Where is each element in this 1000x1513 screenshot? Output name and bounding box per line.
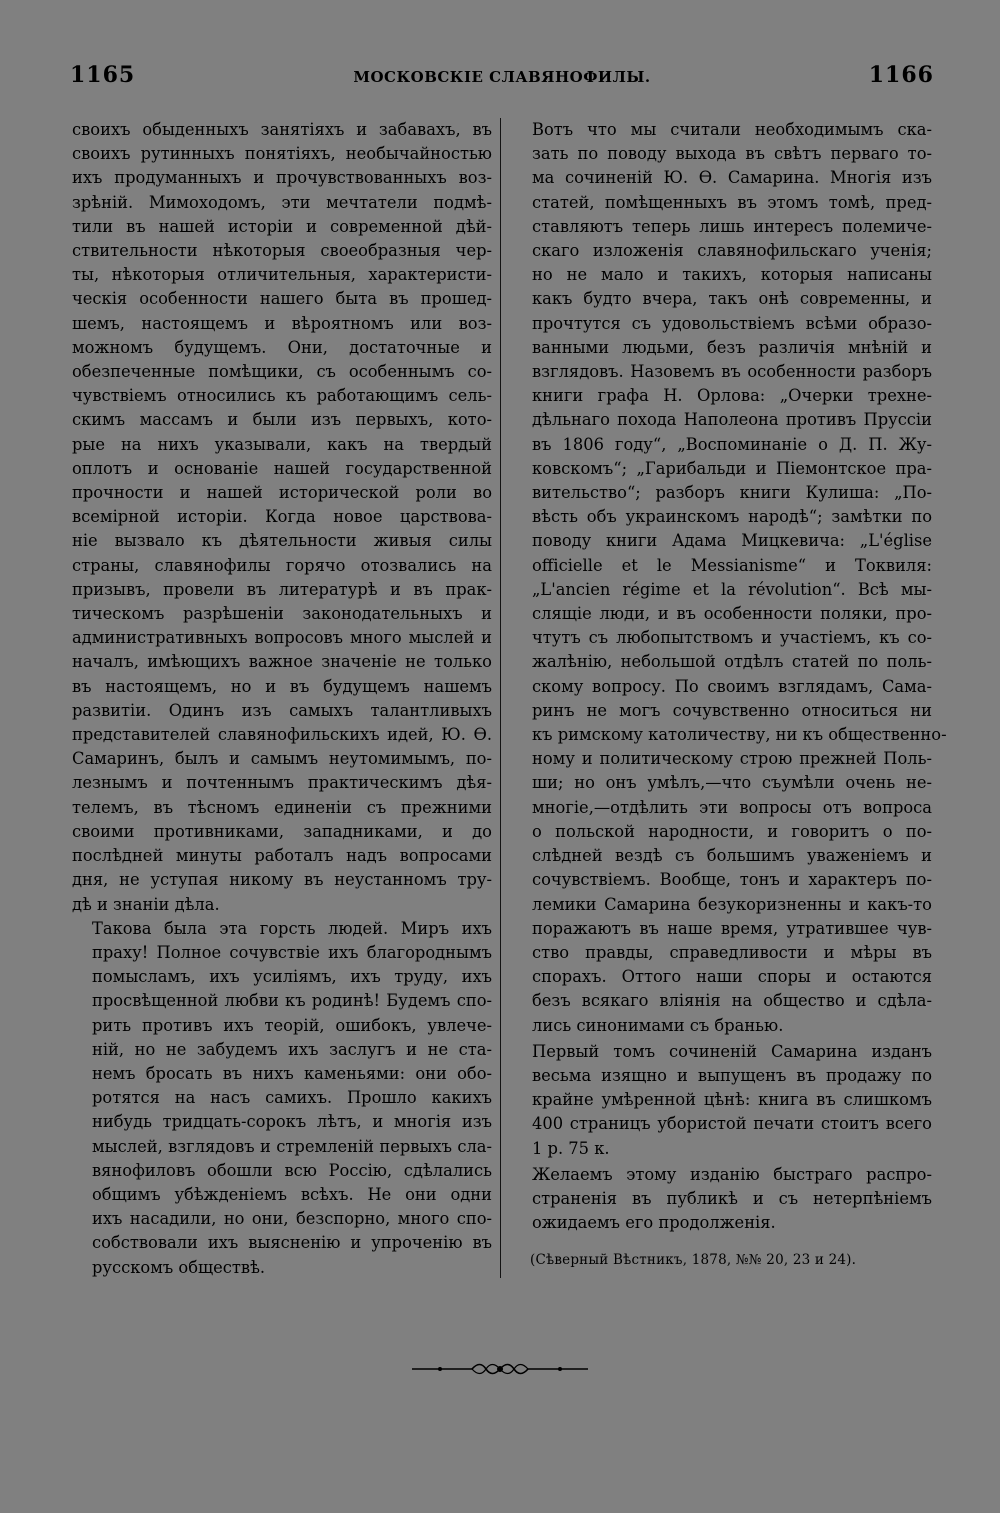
page-number-left: 1165 — [70, 62, 136, 88]
text-line: сочувствіемъ. Вообще, тонъ и характеръ по- — [532, 870, 932, 890]
text-line: скимъ массамъ и были изъ первыхъ, кото- — [72, 410, 492, 430]
text-line: лемики Самарина безукоризненны и какъ-то — [532, 894, 932, 914]
text-line: статей, помѣщенныхъ въ этомъ томѣ, пред- — [532, 192, 932, 212]
text-line: ванными людьми, безъ различія мнѣній и — [532, 337, 932, 357]
text-line: ожидаемъ его продолженія. — [532, 1213, 776, 1233]
text-line: можномъ будущемъ. Они, достаточные и — [72, 337, 492, 357]
left-column — [72, 118, 492, 1280]
text-line: весьма изящно и выпущенъ въ продажу по — [532, 1065, 932, 1085]
text-line: своихъ рутинныхъ понятіяхъ, необычайностью — [72, 144, 492, 164]
text-line: началъ, имѣющихъ важное значеніе не только — [72, 652, 492, 672]
text-line: развитіи. Одинъ изъ самыхъ талантливыхъ — [72, 700, 492, 720]
text-line: ческія особенности нашего быта въ прошед- — [72, 289, 492, 309]
right-paragraph-1 — [512, 118, 947, 1038]
page-number-right: 1166 — [868, 62, 934, 88]
text-line: рые на нихъ указывали, какъ на твердый — [72, 434, 492, 454]
text-line: немъ бросать въ нихъ каменьями: они обо- — [92, 1063, 492, 1083]
text-line: слящіе люди, и въ особенности поляки, про- — [532, 604, 932, 624]
text-line: къ римскому католичеству, ни къ общественно- — [532, 725, 947, 745]
text-line: помысламъ, ихъ усиліямъ, ихъ труду, ихъ — [92, 967, 492, 987]
text-line: тическомъ разрѣшеніи законодательныхъ и — [72, 604, 492, 624]
text-line: многіе,—отдѣлить эти вопросы отъ вопроса — [532, 797, 932, 817]
text-line: страны, славянофилы горячо отозвались на — [72, 555, 492, 575]
text-line: своими противниками, западниками, и до — [72, 821, 492, 841]
text-line: чувствіемъ относились къ работающимъ сель- — [72, 386, 492, 406]
right-paragraph-2 — [512, 1040, 932, 1161]
text-line: просвѣщенной любви къ родинѣ! Будемъ спо- — [92, 991, 492, 1011]
text-line: 400 страницъ убористой печати стоитъ всего — [532, 1114, 932, 1134]
text-line: крайне умѣренной цѣнѣ: книга въ слишкомъ — [532, 1090, 932, 1110]
text-line: какъ будто вчера, такъ онѣ современны, и — [532, 289, 932, 309]
text-line: вянофиловъ обошли всю Россію, сдѣлались — [92, 1160, 492, 1180]
text-line: чтутъ съ любопытствомъ и участіемъ, къ со- — [532, 628, 932, 648]
source-citation: (Сѣверный Вѣстникъ, 1878, №№ 20, 23 и 24). — [530, 1252, 857, 1268]
text-line: лезнымъ и почтеннымъ практическимъ дѣя- — [72, 773, 492, 793]
text-line: русскомъ обществѣ. — [92, 1257, 266, 1277]
text-line: спорахъ. Оттого наши споры и остаются — [532, 967, 932, 987]
text-line: послѣдней минуты работалъ надъ вопросами — [72, 846, 492, 866]
text-line: „L'ancien régime et la révolution“. Всѣ мы- — [532, 579, 932, 599]
column-divider — [500, 118, 501, 1278]
text-line: дѣ и знаніи дѣла. — [72, 894, 220, 914]
text-line: ковскомъ“; „Гарибальди и Піемонтское пра- — [532, 458, 932, 478]
text-line: ши; но онъ умѣлъ,—что съумѣли очень не- — [532, 773, 932, 793]
text-line: Вотъ что мы считали необходимымъ ска- — [532, 120, 932, 139]
text-line: дѣльнаго похода Наполеона противъ Пруссіи — [532, 410, 932, 430]
text-line: скому вопросу. По своимъ взглядамъ, Сама- — [532, 676, 932, 696]
left-paragraph-2 — [72, 917, 492, 1280]
text-line: ній, но не забудемъ ихъ заслугъ и не ста- — [92, 1039, 492, 1059]
text-line: ма сочиненій Ю. Ѳ. Самарина. Многія изъ — [532, 168, 932, 188]
text-line: скаго изложенія славянофильскаго ученія; — [532, 241, 932, 261]
text-line: собствовали ихъ выясненію и упроченію въ — [92, 1233, 492, 1253]
right-column — [512, 118, 947, 1235]
text-line: зать по поводу выхода въ свѣтъ перваго то- — [532, 144, 932, 164]
text-line: жалѣнію, небольшой отдѣлъ статей по поль- — [532, 652, 932, 672]
text-line: мыслей, взглядовъ и стремленій первыхъ сла- — [92, 1136, 492, 1156]
text-line: прочтутся съ удовольствіемъ всѣми образо- — [532, 313, 932, 333]
text-line: о польской народности, и говоритъ о по- — [532, 821, 932, 841]
text-line: шемъ, настоящемъ и вѣроятномъ или воз- — [72, 313, 492, 333]
text-line: телемъ, въ тѣсномъ единеніи съ прежними — [72, 797, 492, 817]
right-paragraph-3 — [512, 1163, 932, 1236]
ornament-divider — [410, 1358, 590, 1380]
text-line: ринъ не могъ сочувственно относиться ни — [532, 700, 932, 720]
text-line: взглядовъ. Назовемъ въ особенности разборъ — [532, 362, 932, 382]
text-line: административныхъ вопросовъ много мыслей и — [72, 628, 492, 648]
text-line: въ 1806 году“, „Воспоминаніе о Д. П. Жу- — [532, 434, 932, 454]
text-line: Такова была эта горсть людей. Миръ ихъ — [92, 918, 492, 938]
text-line: въ настоящемъ, но и въ будущемъ нашемъ — [72, 676, 492, 696]
text-line: общимъ убѣжденіемъ всѣхъ. Не они одни — [92, 1184, 492, 1204]
text-line: представителей славянофильскихъ идей, Ю. Ѳ. — [72, 725, 492, 745]
text-line: вительство“; разборъ книги Кулиша: „По- — [532, 483, 932, 503]
text-line: Самаринъ, былъ и самымъ неутомимымъ, по- — [72, 749, 492, 769]
text-line: прочности и нашей исторической роли во — [72, 483, 492, 503]
text-line: страненія въ публикѣ и съ нетерпѣніемъ — [532, 1188, 932, 1208]
text-line: вѣсть объ украинскомъ народѣ“; замѣтки по — [532, 507, 932, 527]
text-line: 1 р. 75 к. — [532, 1138, 610, 1158]
text-line: праху! Полное сочувствіе ихъ благороднымъ — [92, 942, 492, 962]
text-line: поводу книги Адама Мицкевича: „L'église — [532, 531, 932, 551]
text-line: ихъ насадили, но они, безспорно, много спо- — [92, 1209, 492, 1229]
text-line: ство правды, справедливости и мѣры въ — [532, 942, 932, 962]
text-line: всемірной исторіи. Когда новое царствова- — [72, 507, 492, 527]
text-line: призывъ, провели въ литературѣ и въ прак- — [72, 579, 492, 599]
text-line: Первый томъ сочиненій Самарина изданъ — [532, 1041, 932, 1061]
text-line: безъ всякаго вліянія на общество и сдѣла- — [532, 991, 932, 1011]
text-line: officielle et le Messianisme“ и Токвиля: — [532, 555, 932, 575]
text-line: тили въ нашей исторіи и современной дѣй- — [72, 216, 492, 236]
text-line: рить противъ ихъ теорій, ошибокъ, увлече- — [92, 1015, 492, 1035]
text-line: ихъ продуманныхъ и прочувствованныхъ воз- — [72, 168, 492, 188]
text-line: оплотъ и основаніе нашей государственной — [72, 458, 492, 478]
text-line: обезпеченные помѣщики, съ особеннымъ со- — [72, 362, 492, 382]
text-line: ты, нѣкоторыя отличительныя, характеристи- — [72, 265, 492, 285]
running-header — [70, 62, 934, 92]
text-line: зрѣній. Мимоходомъ, эти мечтатели подмѣ- — [72, 192, 492, 212]
text-line: своихъ обыденныхъ занятіяхъ и забавахъ, въ — [72, 120, 492, 139]
text-line: нибудь тридцать-сорокъ лѣтъ, и многія изъ — [92, 1112, 492, 1132]
left-paragraph-1 — [72, 118, 492, 917]
text-line: дня, не уступая никому въ неустанномъ тру- — [72, 870, 492, 890]
running-title: МОСКОВСКІЕ СЛАВЯНОФИЛЫ. — [353, 68, 651, 86]
text-line: ному и политическому строю прежней Поль- — [532, 749, 932, 769]
text-line: ротятся на насъ самихъ. Прошло какихъ — [92, 1088, 492, 1108]
text-line: но не мало и такихъ, которыя написаны — [532, 265, 932, 285]
text-line: лись синонимами съ бранью. — [532, 1015, 784, 1035]
text-line: поражаютъ въ наше время, утратившее чув- — [532, 918, 932, 938]
text-line: ніе вызвало къ дѣятельности живыя силы — [72, 531, 492, 551]
text-line: ствительности нѣкоторыя своеобразныя чер- — [72, 241, 492, 261]
text-line: Желаемъ этому изданію быстраго распро- — [532, 1164, 932, 1184]
text-line: книги графа Н. Орлова: „Очерки трехне- — [532, 386, 932, 406]
text-line: слѣдней вездѣ съ большимъ уваженіемъ и — [532, 846, 932, 866]
text-line: ставляютъ теперь лишь интересъ полемиче- — [532, 216, 932, 236]
